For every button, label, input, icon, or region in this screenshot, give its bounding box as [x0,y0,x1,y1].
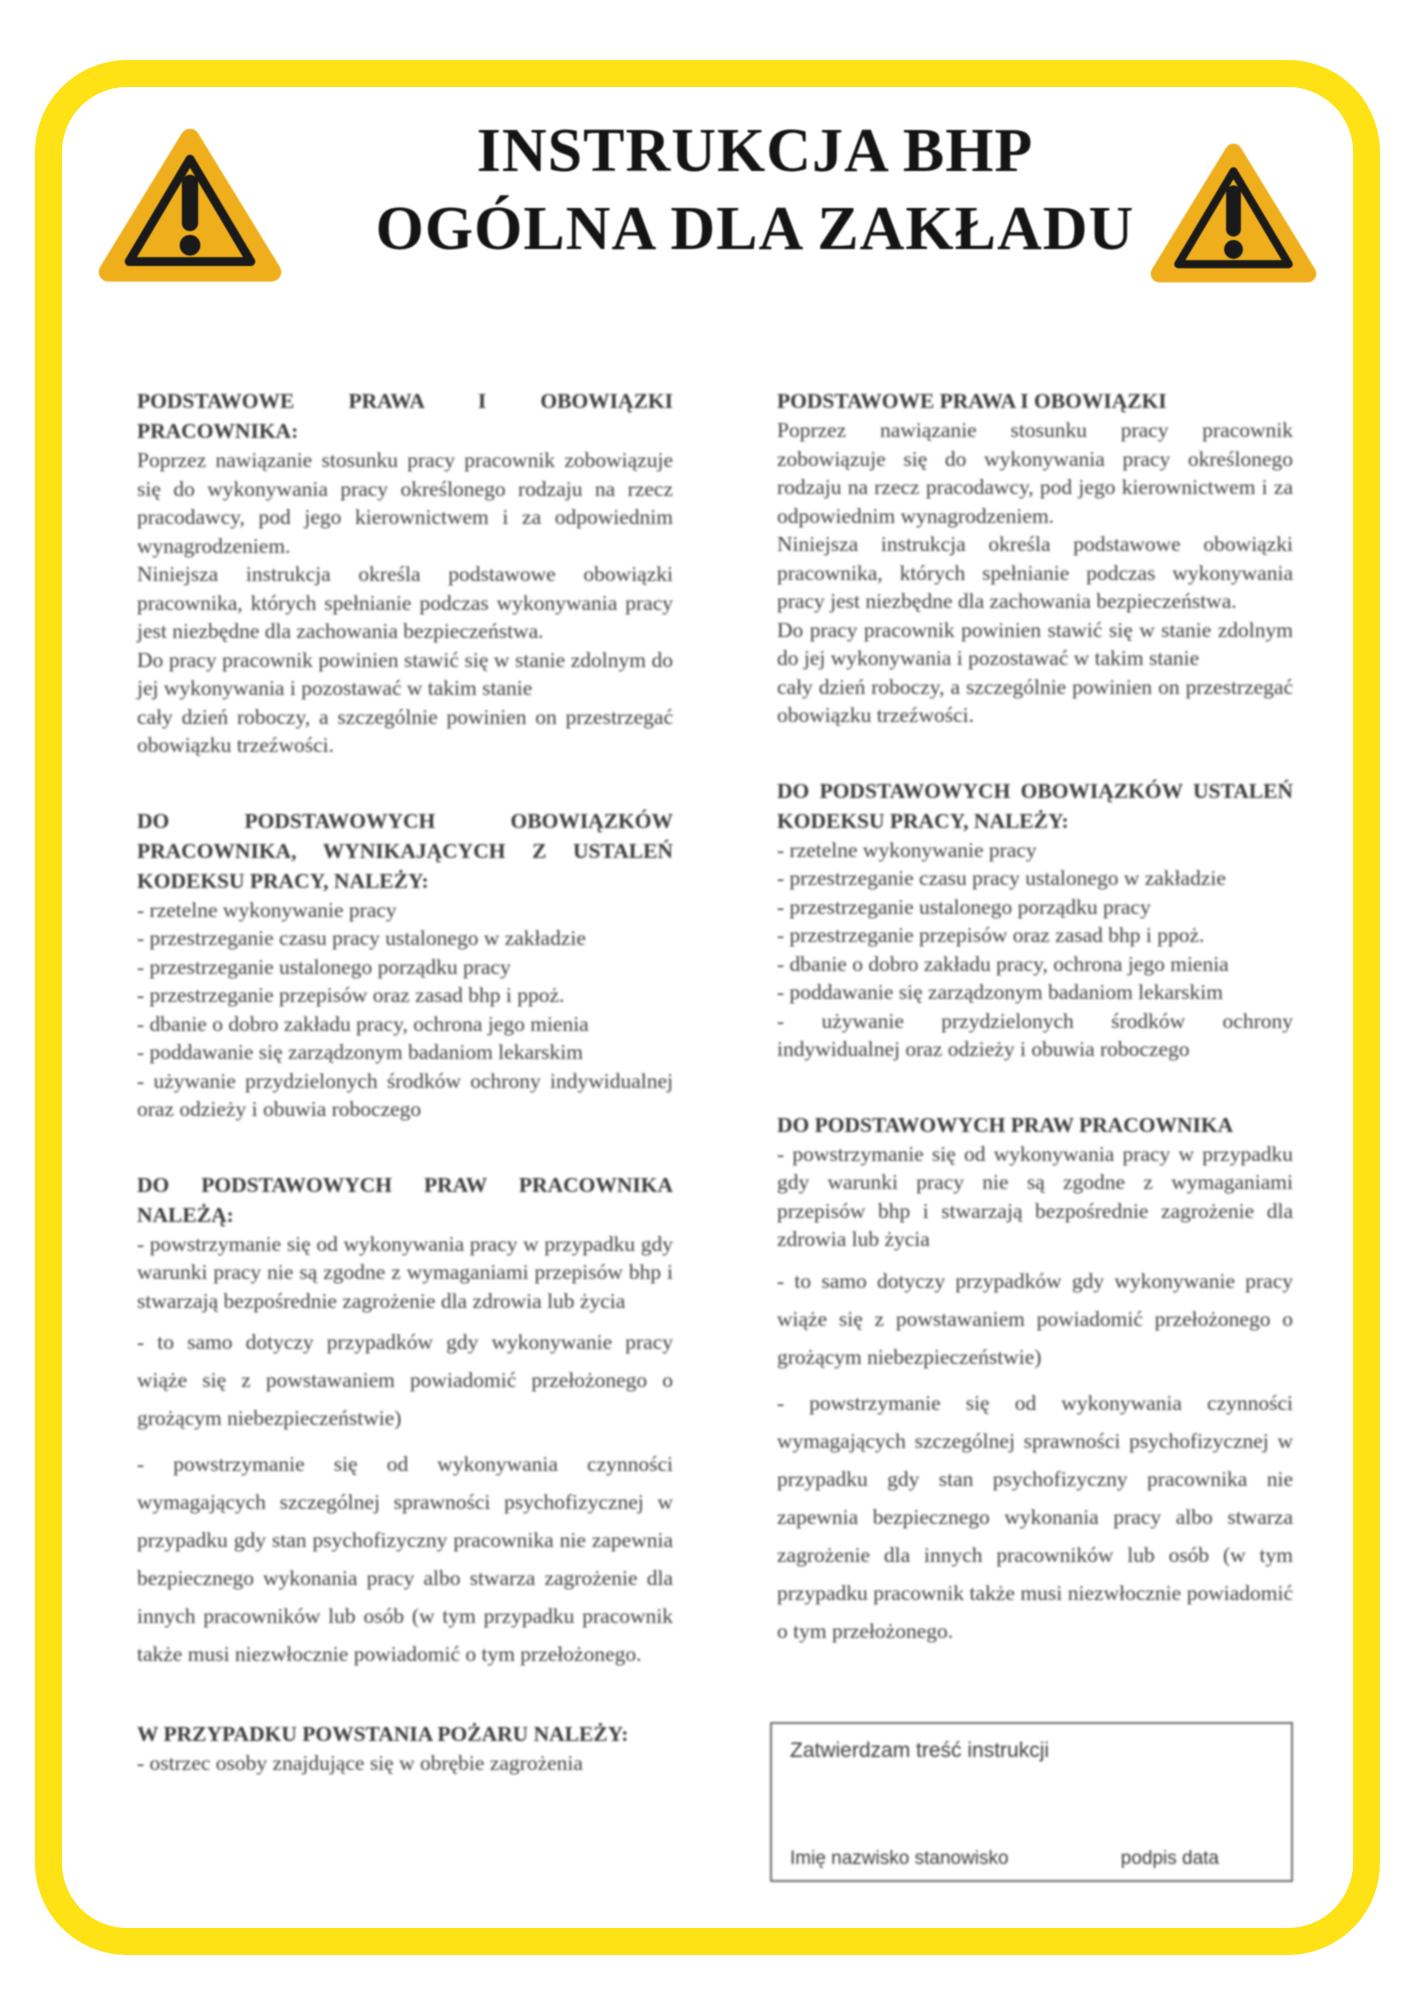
text-block: - dbanie o dobro zakładu pracy, ochrona jego mienia [137,1011,589,1036]
approval-box [770,1722,1293,1882]
section-heading: DO PODSTAWOWYCH OBOWIĄZKÓW PRACOWNIKA, WYNIKAJĄCYCH Z USTALEŃ KODEKSU PRACY, NALEŻY: [137,808,673,893]
text-block: - powstrzymanie się od wykonywania pracy w przypadku gdy warunki pracy nie są zgodne z wymaganiami przepisów bhp i stwarzają bezpośrednie zagrożenie dla zdrowia lub życia [777,1141,1293,1251]
text-block: Poprzez nawiązanie stosunku pracy pracownik zobowiązuje się do wykonywania pracy określonego rodzaju na rzecz pracodawcy, pod jego kierownictwem i za odpowiednim wynagrodzeniem. [777,418,1293,528]
text-block: - przestrzeganie czasu pracy ustalonego w zakładzie [777,866,1226,890]
text-block: - używanie przydzielonych środków ochrony indywidualnej oraz odzieży i obuwia roboczego [137,1068,673,1121]
column-right [777,386,1293,1778]
text-block: - rzetelne wykonywanie pracy [777,837,1037,862]
approval-sign-label: podpis data [1120,1848,1219,1869]
section-heading: PODSTAWOWE PRAWA I OBOWIĄZKI PRACOWNIKA: [137,389,673,443]
page-title-line2: OGÓLNA DLA ZAKŁADU [375,195,1135,263]
approval-signature-row [790,1848,1219,1870]
text-block: - powstrzymanie się od wykonywania czynności wymagających szczególnej sprawności psychofizycznej w przypadku gdy stan psychofizyczny pracownika nie zapewnia bezpiecznego wykonania pracy albo stwarza zagrożenie dla innych pracowników lub osób (w tym przypadku pracownik także musi niezwłocznie powiadomić o tym przełożonego. [777,1390,1293,1643]
text-block: Do pracy pracownik powinien stawić się w stanie zdolnym do jej wykonywania i pozostawać w takim stanie [137,647,673,700]
text-block: - to samo dotyczy przypadków gdy wykonywanie pracy wiąże się z powstawaniem powiadomić przełożonego o grożącym niebezpieczeństwie) [777,1268,1293,1369]
text-block: Poprzez nawiązanie stosunku pracy pracownik zobowiązuje się do wykonywania pracy określonego rodzaju na rzecz pracodawcy, pod jego kierownictwem i za odpowiednim wynagrodzeniem. [137,448,673,558]
text-block: - przestrzeganie ustalonego porządku pracy [777,894,1151,919]
text-block: - przestrzeganie czasu pracy ustalonego w zakładzie [137,926,586,950]
text-block: - powstrzymanie się od wykonywania czynności wymagających szczególnej sprawności psychofizycznej w przypadku gdy stan psychofizyczny pracownika nie zapewnia bezpiecznego wykonania pracy albo stwarza zagrożenie dla innych pracowników lub osób (w tym przypadku pracownik także musi niezwłocznie powiadomić o tym przełożonego. [137,1452,673,1666]
section-heading: DO PODSTAWOWYCH OBOWIĄZKÓW USTALEŃ KODEKSU PRACY, NALEŻY: [777,778,1293,833]
text-block: - używanie przydzielonych środków ochrony indywidualnej oraz odzieży i obuwia roboczego [777,1008,1293,1061]
approval-title: Zatwierdzam treść instrukcji [790,1739,1050,1762]
text-block: - rzetelne wykonywanie pracy [137,897,397,922]
section-heading: W PRZYPADKU POWSTANIA POŻARU NALEŻY: [137,1722,629,1746]
text-block: cały dzień roboczy, a szczególnie powinien on przestrzegać obowiązku trzeźwości. [777,674,1293,727]
column-left [137,386,673,1778]
text-block: - przestrzeganie ustalonego porządku pracy [137,954,511,979]
text-block: - poddawanie się zarządzonym badaniom lekarskim [137,1040,583,1064]
text-block: - to samo dotyczy przypadków gdy wykonywanie pracy wiąże się z powstawaniem powiadomić przełożonego o grożącym niebezpieczeństwie) [137,1330,673,1430]
text-block: cały dzień roboczy, a szczególnie powinien on przestrzegać obowiązku trzeźwości. [137,704,673,757]
text-columns [137,386,1293,1778]
warning-triangle-icon [1150,143,1317,286]
page-title [255,112,1255,268]
text-block: - dbanie o dobro zakładu pracy, ochrona jego mienia [777,951,1229,976]
text-block: - poddawanie się zarządzonym badaniom lekarskim [777,980,1223,1004]
section-heading: DO PODSTAWOWYCH PRAW PRACOWNIKA NALEŻĄ: [137,1172,673,1227]
text-block: - przestrzeganie przepisów oraz zasad bhp i ppoż. [777,923,1205,947]
section-heading: PODSTAWOWE PRAWA I OBOWIĄZKI [777,389,1167,413]
text-block: Niniejsza instrukcja określa podstawowe obowiązki pracownika, których spełnianie podczas wykonywania pracy jest niezbędne dla zachowania bezpieczeństwa. [777,532,1293,613]
text-block: - powstrzymanie się od wykonywania pracy w przypadku gdy warunki pracy nie są zgodne z wymaganiami przepisów bhp i stwarzają bezpośrednie zagrożenie dla zdrowia lub życia [137,1231,673,1313]
approval-name-label: Imię nazwisko stanowisko [790,1848,1009,1869]
section-heading: DO PODSTAWOWYCH PRAW PRACOWNIKA [777,1112,1234,1137]
text-block: - ostrzec osoby znajdujące się w obrębie zagrożenia [137,1751,583,1775]
text-block: Do pracy pracownik powinien stawić się w stanie zdolnym do jej wykonywania i pozostawać w takim stanie [777,617,1293,670]
text-block: - przestrzeganie przepisów oraz zasad bhp i ppoż. [137,983,565,1007]
page-title-line1: INSTRUKCJA BHP [476,117,1034,185]
text-block: Niniejsza instrukcja określa podstawowe obowiązki pracownika, których spełnianie podczas wykonywania pracy jest niezbędne dla zachowania bezpieczeństwa. [137,562,673,643]
